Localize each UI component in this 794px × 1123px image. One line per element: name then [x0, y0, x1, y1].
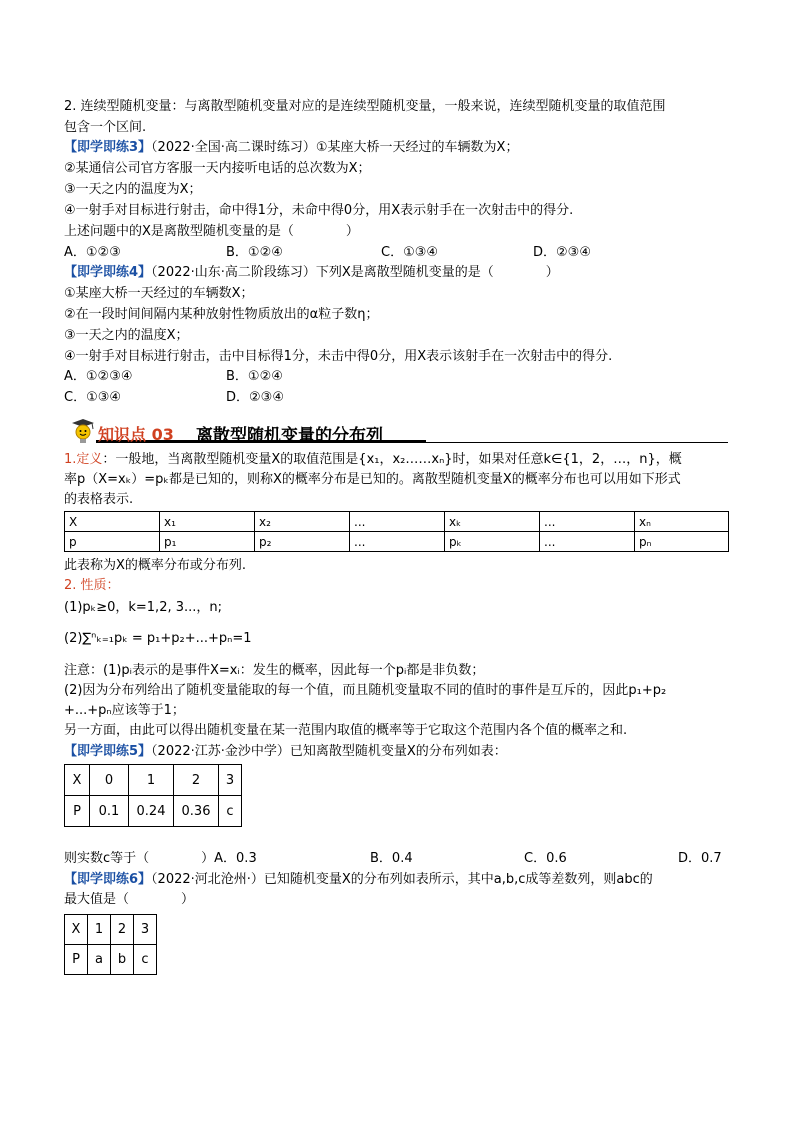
table-cell: x₂: [255, 512, 350, 532]
definition-label: 1.定义: [64, 452, 103, 467]
table-cell: 1: [129, 765, 174, 796]
table-row: [65, 945, 157, 975]
section2-line2: 包含一个区间.: [64, 120, 147, 135]
exercise4-option-b: B．①②④: [226, 369, 283, 384]
table-row: [65, 512, 729, 532]
table-cell: p₂: [255, 532, 350, 552]
exercise5-table: [64, 764, 242, 827]
definition-text1: ：一般地，当离散型随机变量X的取值范围是{x₁，x₂……xₙ}时，如果对任意k∈{1，2，…，n}，概: [102, 452, 682, 467]
table-cell: ...: [540, 512, 635, 532]
lightbulb-graduate-icon: [68, 418, 98, 444]
exercise6-source: （2022·河北沧州·）已知随机变量X的分布列如表所示，其中a,b,c成等差数列，则abc的: [151, 872, 653, 887]
table-row: [65, 796, 242, 827]
property-2: (2)∑ⁿₖ₌₁pₖ = p₁+p₂+...+pₙ=1: [64, 631, 252, 646]
after-table-text: 此表称为X的概率分布或分布列.: [64, 558, 247, 573]
table-cell: ...: [350, 512, 445, 532]
note-line4: 另一方面，由此可以得出随机变量在某一范围内取值的概率等于它取这个范围内各个值的概率之和.: [64, 723, 628, 738]
table-cell: P: [65, 945, 88, 975]
table-cell: ...: [350, 532, 445, 552]
exercise3-option-c: C．①③④: [381, 245, 439, 260]
table-cell: a: [88, 945, 111, 975]
table-cell: 1: [88, 915, 111, 945]
table-cell: xₙ: [635, 512, 729, 532]
exercise4-item3: ③一天之内的温度X；: [64, 328, 189, 343]
table-cell: 2: [111, 915, 134, 945]
table-cell: p: [65, 532, 160, 552]
exercise3-item4: ④一射手对目标进行射击，命中得1分，未命中得0分，用X表示射手在一次射击中的得分.: [64, 203, 574, 218]
exercise3-question: 上述问题中的X是离散型随机变量的是（ ）: [64, 224, 359, 239]
definition-line3: 的表格表示.: [64, 492, 134, 507]
exercise3-option-b: B．①②④: [226, 245, 283, 260]
knowledge-point-header: [64, 418, 728, 444]
header-underline: [96, 442, 728, 443]
definition-line2: 率p（X=xₖ）=pₖ都是已知的，则称X的概率分布是已知的。离散型随机变量X的概率分布也可以用如下形式: [64, 472, 681, 487]
exercise6-header: [64, 870, 653, 889]
table-cell: p₁: [160, 532, 255, 552]
exercise3-source: （2022·全国·高二课时练习）①某座大桥一天经过的车辆数为X；: [151, 140, 519, 155]
exercise5-source: （2022·江苏·金沙中学）已知离散型随机变量X的分布列如表：: [151, 744, 507, 759]
table-cell: pₖ: [445, 532, 540, 552]
exercise5-option-d: D．0.7: [678, 851, 722, 866]
exercise4-header: [64, 263, 559, 282]
exercise3-option-a: A．①②③: [64, 245, 121, 260]
property-1: (1)pₖ≥0，k=1,2, 3...，n;: [64, 600, 223, 615]
table-cell: 0.36: [174, 796, 219, 827]
exercise5-option-b: B．0.4: [370, 851, 413, 866]
exercise5-option-c: C．0.6: [524, 851, 567, 866]
table-row: [65, 765, 242, 796]
table-cell: X: [65, 765, 90, 796]
table-cell: ...: [540, 532, 635, 552]
table-cell: 0.24: [129, 796, 174, 827]
exercise5-question: 则实数c等于（ ）A．0.3: [64, 851, 257, 866]
table-row: [65, 532, 729, 552]
exercise3-header: [64, 138, 518, 157]
table-cell: 0: [90, 765, 129, 796]
exercise4-item2: ②在一段时间间隔内某种放射性物质放出的α粒子数η；: [64, 307, 379, 322]
exercise3-tag: 【即学即练3】: [64, 140, 152, 155]
table-cell: xₖ: [445, 512, 540, 532]
knowledge-point-title: 离散型随机变量的分布列: [196, 426, 383, 446]
exercise4-source: （2022·山东·高二阶段练习）下列X是离散型随机变量的是（ ）: [151, 265, 559, 280]
exercise6-table: [64, 914, 157, 975]
table-cell: c: [134, 945, 157, 975]
table-cell: P: [65, 796, 90, 827]
exercise6-line2: 最大值是（ ）: [64, 892, 195, 907]
table-cell: 2: [174, 765, 219, 796]
exercise4-option-a: A．①②③④: [64, 369, 133, 384]
exercise6-tag: 【即学即练6】: [64, 872, 152, 887]
table-cell: 0.1: [90, 796, 129, 827]
section2-line1: 2. 连续型随机变量：与离散型随机变量对应的是连续型随机变量，一般来说，连续型随机变量的取值范围: [64, 99, 666, 114]
distribution-table: [64, 511, 729, 552]
exercise3-item2: ②某通信公司官方客服一天内接听电话的总次数为X；: [64, 161, 371, 176]
property-label: 2. 性质：: [64, 578, 120, 593]
exercise4-item4: ④一射手对目标进行射击，击中目标得1分，未击中得0分，用X表示该射手在一次射击中的得分.: [64, 349, 613, 364]
table-cell: X: [65, 512, 160, 532]
table-cell: X: [65, 915, 88, 945]
table-row: [65, 915, 157, 945]
table-cell: pₙ: [635, 532, 729, 552]
definition-line1: [64, 450, 682, 469]
table-cell: b: [111, 945, 134, 975]
table-cell: 3: [219, 765, 242, 796]
note-line1: 注意：(1)pᵢ表示的是事件X=xᵢ：发生的概率，因此每一个pᵢ都是非负数；: [64, 663, 485, 678]
note-line2: (2)因为分布列给出了随机变量能取的每一个值，而且随机变量取不同的值时的事件是互斥的，因此p₁+p₂: [64, 683, 667, 698]
exercise5-header: [64, 742, 507, 761]
exercise4-option-d: D．②③④: [226, 390, 284, 405]
exercise4-tag: 【即学即练4】: [64, 265, 152, 280]
exercise4-option-c: C．①③④: [64, 390, 122, 405]
exercise3-item3: ③一天之内的温度为X；: [64, 182, 202, 197]
exercise3-option-d: D．②③④: [533, 245, 591, 260]
table-cell: x₁: [160, 512, 255, 532]
exercise4-item1: ①某座大桥一天经过的车辆数X；: [64, 286, 254, 301]
exercise5-tag: 【即学即练5】: [64, 744, 152, 759]
note-line3: +...+pₙ应该等于1；: [64, 703, 185, 718]
table-cell: c: [219, 796, 242, 827]
knowledge-point-label: 知识点 03: [98, 425, 174, 444]
table-cell: 3: [134, 915, 157, 945]
